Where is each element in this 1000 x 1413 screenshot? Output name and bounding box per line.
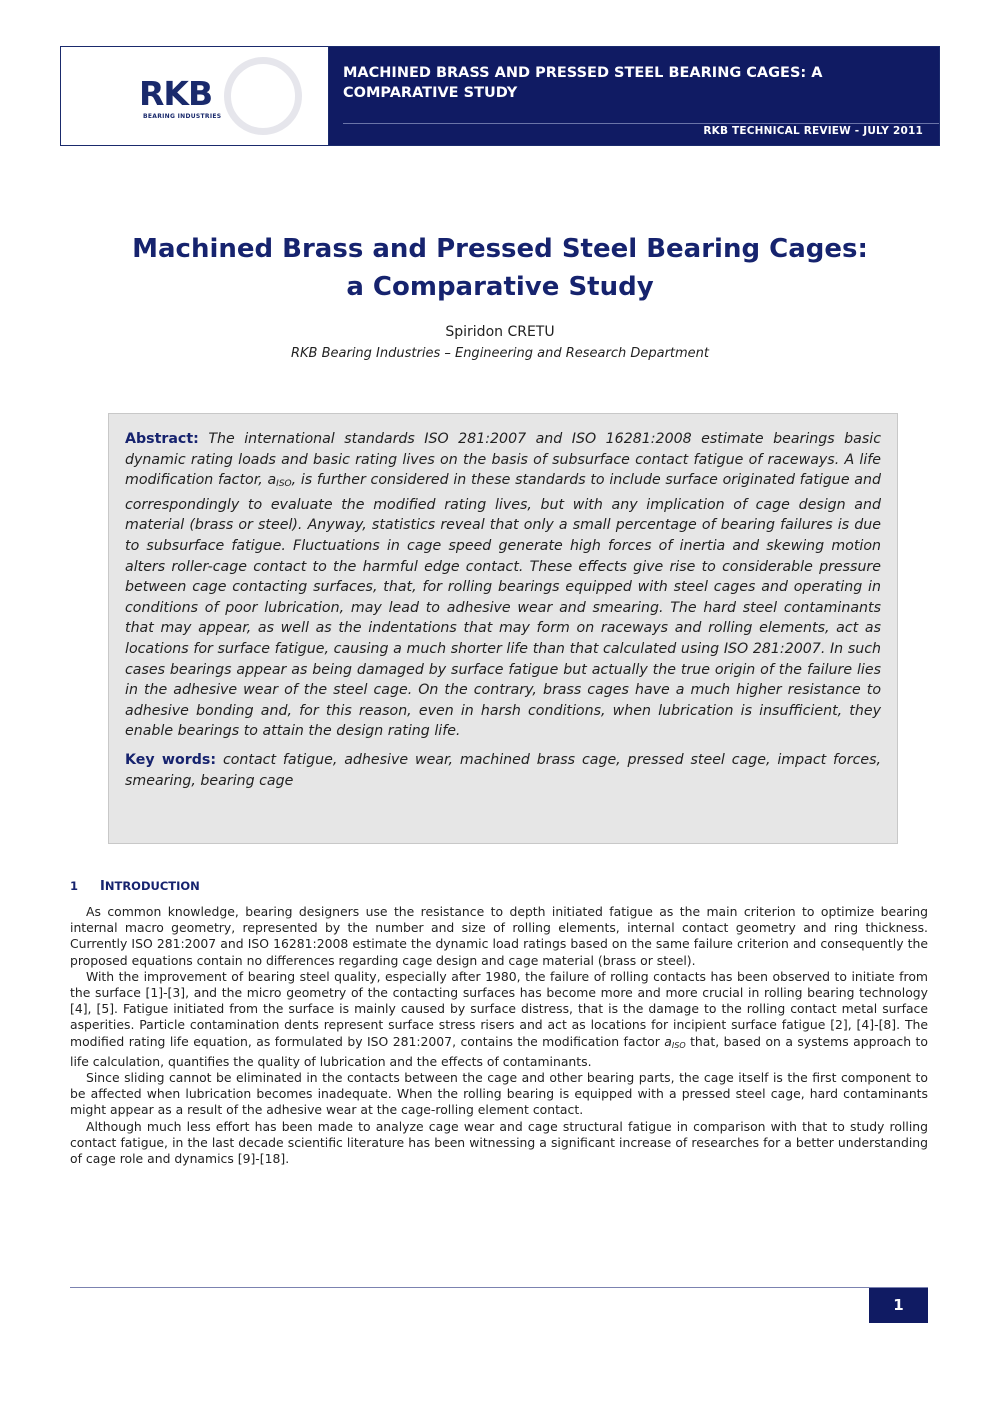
modification-factor-subscript: ISO (671, 1040, 686, 1050)
abstract-label: Abstract: (125, 431, 199, 447)
keywords-text: contact fatigue, adhesive wear, machined brass cage, pressed steel cage, impact forces, smearing, bearing cage (125, 751, 881, 789)
abstract-paragraph (125, 429, 881, 742)
affiliation: RKB Bearing Industries – Engineering and Research Department (290, 346, 710, 361)
paragraph-1: As common knowledge, bearing designers use the resistance to depth initiated fatigue as the main criterion to optimize bearing internal macro geometry, represented by the number and size of rolling elements, internal contact geometry and ring thickness. Currently ISO 281:2007 and ISO 16281:2008 estimate the dynamic load ratings based on the same failure criterion and consequently the proposed equations contain no differences regarding cage design and cage material (brass or steel). (70, 904, 928, 968)
section-heading (70, 879, 200, 894)
header-divider (343, 123, 939, 124)
paragraph-4: Although much less effort has been made to analyze cage wear and cage structural fatigue in comparison with that to study rolling contact fatigue, in the last decade scientific literature has been witnessing a significant increase of researches for a better understanding of cage role and dynamics [9]-[18]. (70, 1118, 928, 1167)
paragraph-3: Since sliding cannot be eliminated in the contacts between the cage and other bearing parts, the cage itself is the first component to be affected when lubrication becomes inadequate. When the rolling bearing is equipped with a pressed steel cage, hard contaminants might appear as a result of the adhesive wear at the cage-rolling element contact. (70, 1070, 928, 1118)
abstract-box (108, 413, 898, 844)
author: Spiridon CRETU (445, 324, 555, 340)
paragraph-2-part2: that, based on a systems approach to life calculation, quantifies the quality of lubrication and the effects of contaminants. (70, 1033, 928, 1069)
abstract-text-part2: , is further considered in these standards to include surface originated fatigue and correspondingly to evaluate the modified rating lives, but with any implication of cage design and material (brass or steel). Anyway, statistics reveal that only a small percentage of bearing failures is due to subsurface fatigue. Fluctuations in cage speed generate high forces of inertia and skewing motion alters roller-cage contact to the harmful edge contact. These effects give rise to considerable pressure between cage contacting surfaces, that, for rolling bearings equipped with steel cages and operating in conditions of poor lubrication, may lead to adhesive wear and smearing. The hard steel contaminants that may appear, as well as the indentations that may form on raceways and rolling elements, act as locations for surface fatigue, causing a much shorter life than that calculated using ISO 281:2007. In such cases bearings appear as being damaged by surface fatigue but actually the true origin of the failure lies in the adhesive wear of the steel cage. On the contrary, brass cages have a much higher resistance to adhesive bonding and, for this reason, even in harsh conditions, when lubrication is insufficient, they enable bearings to attain the design rating life. (125, 472, 881, 740)
paper-title-line1: Machined Brass and Pressed Steel Bearing Cages: (132, 234, 868, 264)
paragraph-2 (70, 969, 928, 1070)
header-subtitle: RKB TECHNICAL REVIEW - JULY 2011 (703, 125, 923, 137)
header-banner (329, 47, 939, 145)
abstract-text-part1: The international standards ISO 281:2007 and ISO 16281:2008 estimate bearings basic dynamic rating loads and basic rating lives on the basis of subsurface contact fatigue of raceways. A life modification factor, a (125, 431, 881, 489)
company-logo (61, 47, 329, 145)
section-title-rest: NTRODUCTION (104, 879, 200, 893)
keywords-paragraph (125, 750, 881, 791)
section-body (70, 904, 928, 1167)
keywords-label: Key words: (125, 751, 217, 768)
modification-factor: a (664, 1033, 672, 1049)
paper-title-line2: a Comparative Study (346, 272, 654, 302)
page-number: 1 (869, 1288, 928, 1323)
paper-title (0, 230, 1000, 306)
page-header (60, 46, 940, 146)
footer-divider (70, 1287, 928, 1288)
header-title: MACHINED BRASS AND PRESSED STEEL BEARING CAGES: A COMPARATIVE STUDY (343, 65, 823, 101)
section-title-initial: I (100, 879, 105, 894)
logo-ring-icon (224, 57, 302, 135)
section-number: 1 (70, 879, 79, 893)
logo-subtext: BEARING INDUSTRIES (143, 113, 222, 120)
logo-text: RKB (139, 74, 213, 113)
paragraph-2-part1: With the improvement of bearing steel quality, especially after 1980, the failure of rolling contacts has been observed to initiate from the surface [1]-[3], and the micro geometry of the contacting surfaces has become more and more crucial in rolling bearing technology [4], [5]. Fatigue initiated from the surface is mainly caused by surface distress, that is the damage to the rolling contact metal surface asperities. Particle contamination dents represent surface stress risers and act as locations for incipient surface fatigue [2], [4]-[8]. The modified rating life equation, as formulated by ISO 281:2007, contains the modification factor (70, 968, 928, 1049)
abstract-subscript: ISO (276, 479, 292, 490)
